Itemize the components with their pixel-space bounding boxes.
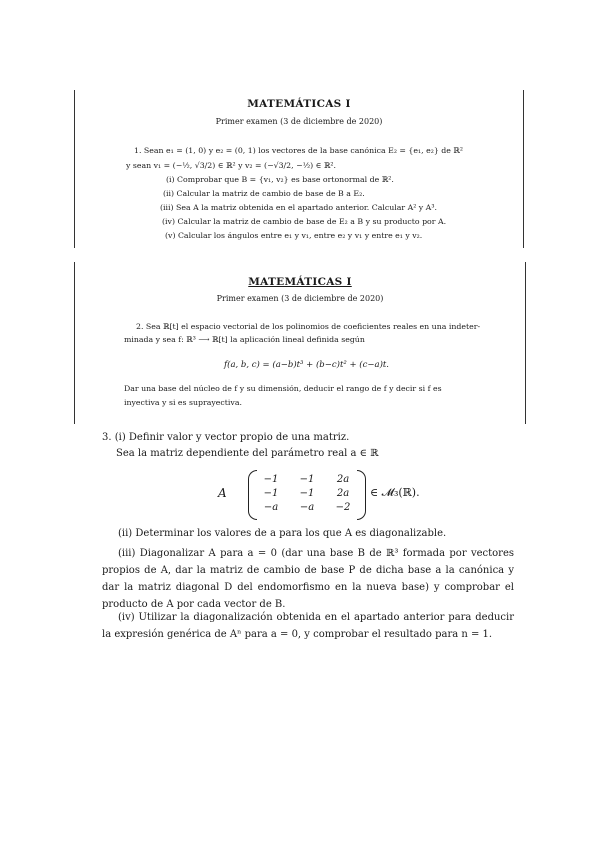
question-3-part-iii: (iii) Diagonalizar A para a = 0 (dar una base B de ℝ³ formada por vectores propios de A, dar la matriz de cambio de base P de dicha base a la canónica y dar la matriz diagonal D del endomorfismo en la nueva base) y comprobar el producto de A por cada vector de B. bbox=[102, 548, 514, 610]
question-1-item-i: (i) Comprobar que B = {v₁, v₂} es base ortonormal de ℝ². bbox=[166, 175, 394, 184]
exam-block-1 bbox=[74, 90, 524, 248]
exam-title: MATEMÁTICAS I bbox=[248, 276, 352, 288]
question-3-line-1: 3. (i) Definir valor y vector propio de una matriz. bbox=[102, 432, 350, 443]
exam-subtitle: Primer examen (3 de diciembre de 2020) bbox=[216, 294, 384, 303]
matrix-cell: 2a bbox=[336, 488, 350, 499]
exam-title: MATEMÁTICAS I bbox=[247, 98, 351, 110]
question-2-formula: f(a, b, c) = (a−b)t³ + (b−c)t² + (c−a)t. bbox=[224, 360, 389, 370]
matrix-cell: −2 bbox=[335, 502, 351, 513]
exam-block-2 bbox=[74, 262, 526, 424]
question-1-item-ii: (ii) Calcular la matriz de cambio de base de B a E₂. bbox=[163, 189, 365, 198]
question-3-part-iv: (iv) Utilizar la diagonalización obtenida en el apartado anterior para deducir la expresión genérica de Aⁿ para a = 0, y comprobar el resultado para n = 1. bbox=[102, 612, 514, 640]
matrix-cell: −1 bbox=[299, 488, 315, 499]
matrix-cell: −a bbox=[299, 502, 315, 513]
matrix-cell: −1 bbox=[263, 488, 279, 499]
matrix-cell: −a bbox=[263, 502, 279, 513]
matrix-name: A bbox=[218, 486, 227, 500]
matrix-cell: −1 bbox=[299, 474, 315, 485]
exam-subtitle: Primer examen (3 de diciembre de 2020) bbox=[215, 117, 383, 126]
matrix-cell: 2a bbox=[336, 474, 350, 485]
matrix-cell: −1 bbox=[263, 474, 279, 485]
question-2-line-3: Dar una base del núcleo de f y su dimensión, deducir el rango de f y decir si f es bbox=[124, 384, 442, 393]
box-right-border bbox=[523, 90, 524, 248]
matrix-membership: ∈ 𝓜₃(ℝ). bbox=[370, 486, 420, 499]
question-3-part-ii: (ii) Determinar los valores de a para los que A es diagonalizable. bbox=[118, 528, 447, 539]
question-1-item-v: (v) Calcular los ángulos entre e₁ y v₁, entre e₂ y v₁ y entre e₁ y v₂. bbox=[165, 231, 423, 240]
matrix-right-paren bbox=[357, 470, 366, 520]
question-3-line-2: Sea la matriz dependiente del parámetro real a ∈ ℝ bbox=[116, 448, 379, 459]
question-2-line-2: minada y sea f: ℝ³ ⟶ ℝ[t] la aplicación lineal definida según bbox=[124, 335, 365, 344]
question-1-line-2: y sean v₁ = (−½, √3/2) ∈ ℝ² y v₂ = (−√3/2, −½) ∈ ℝ². bbox=[126, 161, 337, 170]
matrix-A bbox=[248, 470, 366, 518]
question-1-item-iv: (iv) Calcular la matriz de cambio de base de E₂ a B y su producto por A. bbox=[162, 217, 447, 226]
question-2-line-4: inyectiva y si es suprayectiva. bbox=[124, 398, 242, 407]
question-2-line-1: 2. Sea ℝ[t] el espacio vectorial de los polinomios de coeficientes reales en una indeter- bbox=[136, 322, 481, 331]
box-left-border bbox=[74, 90, 75, 248]
question-1-line-1: 1. Sean e₁ = (1, 0) y e₂ = (0, 1) los vectores de la base canónica E₂ = {e₁, e₂} de ℝ² bbox=[134, 146, 463, 155]
question-1-item-iii: (iii) Sea A la matriz obtenida en el apartado anterior. Calcular A² y A³. bbox=[160, 203, 437, 212]
